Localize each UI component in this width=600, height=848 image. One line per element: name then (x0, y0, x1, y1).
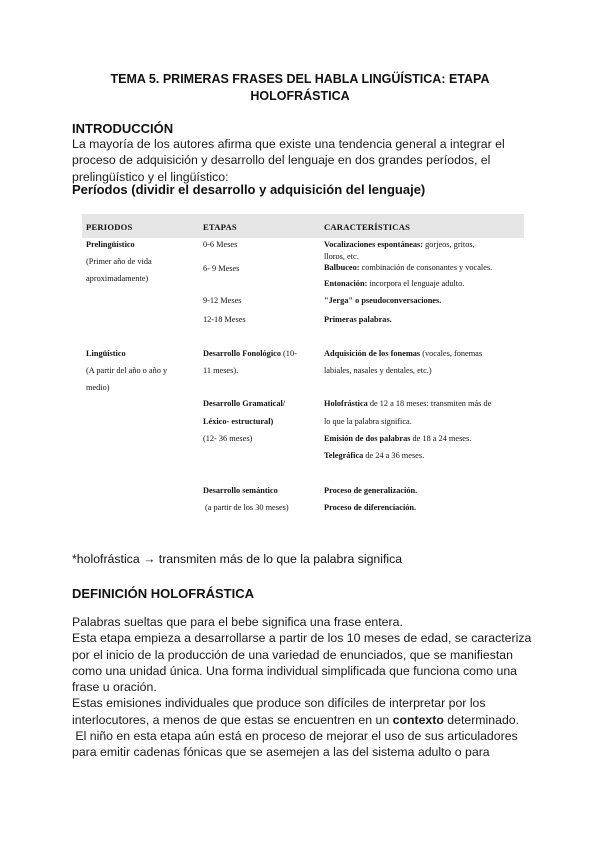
definition-heading: DEFINICIÓN HOLOFRÁSTICA (72, 586, 254, 601)
characteristic: Adquisición de los fonemas (vocales, fonemas (324, 349, 483, 358)
intro-line: prelingüístico y el lingüístico: (72, 169, 229, 184)
stage: (12- 36 meses) (203, 434, 253, 443)
period-linguistico: Lingüístico (86, 349, 126, 358)
header-caracteristicas: CARACTERÍSTICAS (324, 222, 411, 232)
intro-line: La mayoría de los autores afirma que existe una tendencia general a integrar el (72, 137, 505, 151)
definition-paragraph (72, 614, 542, 761)
periods-table (82, 214, 524, 526)
stage: Desarrollo semántico (203, 486, 278, 495)
period-desc: medio) (86, 383, 110, 392)
definition-line: Palabras sueltas que para el bebe significa una frase entera. (72, 615, 403, 629)
stage: 0-6 Meses (203, 240, 238, 249)
characteristic: "Jerga" o pseudoconversaciones. (324, 296, 442, 305)
characteristic: labiales, nasales y dentales, etc.) (324, 366, 432, 375)
definition-line: El niño en esta etapa aún está en proceso de mejorar el uso de sus articuladores (72, 729, 518, 744)
stage: 12-18 Meses (203, 315, 246, 324)
definition-line: como una unidad única. Una forma individual simplificada que funciona como una (72, 663, 518, 678)
periods-heading: Períodos (dividir el desarrollo y adquisición del lenguaje) (72, 182, 426, 197)
characteristic: Proceso de generalización. (324, 486, 418, 495)
intro-paragraph (72, 136, 542, 185)
definition-line: para emitir cadenas fónicas que se asemejen a las del sistema adulto o para (72, 745, 490, 760)
period-prelinguistico: Prelingüístico (86, 240, 135, 249)
characteristic: lloros, etc. (324, 252, 359, 261)
characteristic: lo que la palabra significa. (324, 417, 412, 426)
definition-line: por el inicio de la producción de una variedad de enunciados, que se manifiestan (72, 647, 513, 662)
stage: Léxico- estructural) (203, 417, 274, 426)
definition-line: interlocutores, a menos de que estas se encuentren en un contexto determinado. (72, 712, 520, 727)
holofrastica-note: *holofrástica → transmiten más de lo que la palabra significa (72, 552, 403, 566)
characteristic: Entonación: incorpora el lenguaje adulto. (324, 279, 465, 288)
intro-heading: INTRODUCCIÓN (72, 121, 174, 136)
table-header (82, 214, 524, 238)
page-title (100, 71, 500, 105)
definition-line: frase u oración. (72, 680, 157, 695)
period-desc: (Primer año de vida (86, 257, 152, 266)
stage: Desarrollo Fonológico (10- (203, 349, 297, 358)
characteristic: Vocalizaciones espontáneas: gorjeos, gritos, (324, 240, 475, 249)
header-etapas: ETAPAS (203, 222, 237, 232)
characteristic: Balbuceo: combinación de consonantes y vocales. (324, 263, 493, 272)
stage: (a partir de los 30 meses) (205, 503, 289, 512)
title-line-2: HOLOFRÁSTICA (250, 89, 350, 103)
definition-line: Estas emisiones individuales que produce son difíciles de interpretar por los (72, 696, 486, 711)
characteristic: Telegráfica de 24 a 36 meses. (324, 451, 425, 460)
stage: Desarrollo Gramatical/ (203, 399, 286, 408)
stage: 9-12 Meses (203, 296, 242, 305)
characteristic: Primeras palabras. (324, 315, 392, 324)
context-emphasis: contexto (392, 712, 444, 727)
period-desc: (A partir del año o año y (86, 366, 168, 375)
title-line-1: TEMA 5. PRIMERAS FRASES DEL HABLA LINGÜÍSTICA: ETAPA (110, 72, 490, 86)
header-periodos: PERIODOS (86, 222, 133, 232)
definition-line: Esta etapa empieza a desarrollarse a partir de los 10 meses de edad, se caracteriza (72, 631, 532, 646)
characteristic: Emisión de dos palabras de 18 a 24 meses. (324, 434, 472, 443)
intro-line: proceso de adquisición y desarrollo del lenguaje en dos grandes períodos, el (72, 153, 491, 168)
characteristic: Holofrástica de 12 a 18 meses: transmiten más de (324, 399, 492, 408)
period-desc: aproximadamente) (86, 274, 149, 283)
stage: 11 meses). (203, 366, 239, 375)
stage: 6- 9 Meses (203, 264, 240, 273)
characteristic: Proceso de diferenciación. (324, 503, 417, 512)
